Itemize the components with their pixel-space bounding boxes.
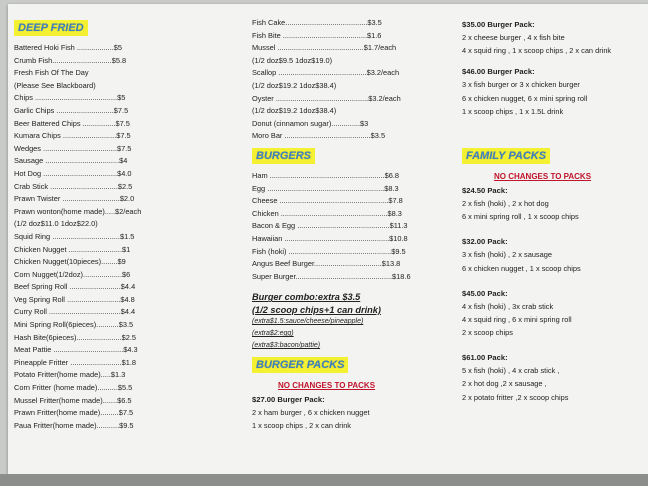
pack-line: 2 x potato fritter ,2 x scoop chips bbox=[462, 392, 569, 402]
combo-extra-sauce: (extra$1.5:sauce/cheese/pineapple) bbox=[252, 318, 364, 326]
menu-item: Kumara Chips ..........................$7.5 bbox=[14, 131, 131, 141]
menu-item: Crab Stick .................................$2.5 bbox=[14, 181, 133, 191]
menu-item: Pineapple Fritter .........................$1.8 bbox=[14, 357, 136, 367]
menu-item: (1/2 doz$19.2 1doz$38.4) bbox=[252, 80, 337, 90]
menu-item: Mussel Fritter(home made).......$6.5 bbox=[14, 395, 132, 405]
menu-item: Battered Hoki Fish ..................$5 bbox=[14, 43, 123, 52]
menu-item: Egg .........................................................$8.3 bbox=[252, 183, 399, 193]
pack-title: $27.00 Burger Pack: bbox=[252, 395, 325, 405]
pack-line: 6 x chicken nugget , 1 x scoop chips bbox=[462, 263, 581, 273]
menu-item: Cheese .....................................................$7.8 bbox=[252, 196, 403, 206]
menu-item: Chicken ....................................................$8.3 bbox=[252, 208, 402, 218]
right-column bbox=[462, 18, 642, 404]
burger-packs-notice: NO CHANGES TO PACKS bbox=[278, 381, 376, 391]
menu-item: (Please See Blackboard) bbox=[14, 80, 96, 90]
pack-line: 5 x fish (hoki) , 4 x crab stick , bbox=[462, 366, 560, 376]
menu-item: Oyster .............................................$3.2/each bbox=[252, 93, 401, 103]
menu-item: (1/2 doz$11.0 1doz$22.0) bbox=[14, 219, 98, 229]
menu-item: Moro Bar ..........................................$3.5 bbox=[252, 131, 386, 141]
combo-extra-egg: (extra$2:egg) bbox=[252, 330, 294, 338]
menu-item: Donut (cinnamon sugar)..............$3 bbox=[252, 118, 369, 128]
menu-item: Corn Nugget(1/2doz)...................$6 bbox=[14, 269, 131, 279]
menu-item: Fish (hoki) ..................................................$9.5 bbox=[252, 246, 406, 256]
pack-line: 6 x mini spring roll , 1 x scoop chips bbox=[462, 212, 579, 222]
deep-fried-heading: DEEP FRIED bbox=[14, 20, 88, 36]
menu-item: Prawn Twister ............................$2.0 bbox=[14, 194, 135, 204]
family-packs-notice: NO CHANGES TO PACKS bbox=[494, 171, 592, 181]
combo-extra-bacon: (extra$3:bacon/pattie) bbox=[252, 342, 321, 350]
pack-title: $24.50 Pack: bbox=[462, 185, 508, 195]
menu-item: Veg Spring Roll ..........................$4.8 bbox=[14, 294, 135, 304]
burgers-list bbox=[252, 170, 452, 283]
menu-item: Chicken Nugget(10pieces)........$9 bbox=[14, 257, 126, 267]
menu-item: Garlic Chips ............................$7.5 bbox=[14, 105, 129, 115]
menu-item: Fish Bite .........................................$1.6 bbox=[252, 30, 382, 40]
pack-title: $32.00 Pack: bbox=[462, 237, 508, 247]
menu-item: Bacon & Egg .............................................$11.3 bbox=[252, 221, 408, 231]
pack-line: 3 x fish (hoki) , 2 x sausage bbox=[462, 250, 552, 260]
menu-item: Hash Bite(6pieces)......................$2.5 bbox=[14, 332, 136, 342]
middle-column bbox=[252, 17, 452, 432]
menu-item: Fresh Fish Of The Day bbox=[14, 68, 89, 78]
deep-fried-column bbox=[14, 20, 162, 432]
burgers-heading: BURGERS bbox=[252, 148, 315, 164]
pack-line: 6 x chicken nugget, 6 x mini spring roll bbox=[462, 93, 588, 103]
menu-item: Beer Battered Chips ................$7.5 bbox=[14, 118, 130, 128]
pack-title: $61.00 Pack: bbox=[462, 353, 508, 363]
menu-item: Potato Fritter(home made).....$1.3 bbox=[14, 370, 126, 380]
menu-item: Super Burger...............................................$18.6 bbox=[252, 271, 411, 281]
menu-item: Scallop ...........................................$3.2/each bbox=[252, 68, 400, 78]
menu-item: Wedges ....................................$7.5 bbox=[14, 143, 132, 153]
menu-item: Hot Dog ....................................$4.0 bbox=[14, 168, 132, 178]
menu-item: Angus Beef Burger.................................$13.8 bbox=[252, 259, 401, 269]
burger-packs-heading: BURGER PACKS bbox=[252, 357, 348, 373]
menu-item: Chicken Nugget ..........................$1 bbox=[14, 244, 131, 254]
family-packs-heading: FAMILY PACKS bbox=[462, 148, 550, 164]
family-packs-list bbox=[462, 184, 642, 404]
pack-line: 2 x fish (hoki) , 2 x hot dog bbox=[462, 198, 549, 208]
menu-item: (1/2 doz$9.5 1doz$19.0) bbox=[252, 55, 333, 65]
pack-line: 4 x squid ring , 6 x mini spring roll bbox=[462, 314, 572, 324]
pack-line: 3 x fish burger or 3 x chicken burger bbox=[462, 80, 580, 90]
menu-item: Meat Pattie ..................................$4.3 bbox=[14, 345, 138, 355]
menu-item: Mini Spring Roll(6pieces)...........$3.5 bbox=[14, 320, 134, 330]
menu-item: Sausage ....................................$4 bbox=[14, 156, 128, 166]
menu-item: Squid Ring .................................$1.5 bbox=[14, 231, 135, 241]
pack-line: 1 x scoop chips , 1 x 1.5L drink bbox=[462, 106, 564, 116]
menu-item: Prawn wonton(home made).....$2/each bbox=[14, 206, 142, 216]
pack-line: 4 x squid ring , 1 x scoop chips , 2 x can drink bbox=[462, 46, 612, 56]
burger-combo-subtitle: (1/2 scoop chips+1 can drink) bbox=[252, 304, 381, 315]
menu-item: Ham ........................................................$6.8 bbox=[252, 170, 400, 180]
pack-title: $46.00 Burger Pack: bbox=[462, 67, 535, 77]
pack-line: 2 x cheese burger , 4 x fish bite bbox=[462, 33, 565, 42]
menu-item: (1/2 doz$19.2 1doz$38.4) bbox=[252, 106, 337, 116]
menu-item: Chips ........................................$5 bbox=[14, 93, 126, 103]
misc-items-list bbox=[252, 17, 452, 143]
pack-title: $45.00 Pack: bbox=[462, 288, 508, 298]
menu-item: Curry Roll ...................................$4.4 bbox=[14, 307, 136, 317]
table-surface bbox=[0, 474, 648, 486]
deep-fried-list bbox=[14, 42, 162, 432]
menu-item: Crumb Fish.............................$5.8 bbox=[14, 55, 127, 65]
menu-item: Paua Fritter(home made)...........$9.5 bbox=[14, 420, 134, 430]
pack-line: 2 x ham burger , 6 x chicken nugget bbox=[252, 408, 370, 418]
pack-line: 2 x hot dog ,2 x sausage , bbox=[462, 379, 547, 389]
menu-item: Corn Fritter (home made)..........$5.5 bbox=[14, 383, 133, 393]
menu-item: Fish Cake........................................$3.5 bbox=[252, 18, 382, 27]
menu-item: Hawaiian ...................................................$10.8 bbox=[252, 233, 408, 243]
menu-item: Beef Spring Roll .........................$4.4 bbox=[14, 282, 136, 292]
pack-line: 4 x fish (hoki) , 3x crab stick bbox=[462, 301, 554, 311]
menu-item: Prawn Fritter(home made).........$7.5 bbox=[14, 408, 134, 418]
pack-title: $35.00 Burger Pack: bbox=[462, 20, 535, 29]
pack-line: 2 x scoop chips bbox=[462, 328, 513, 338]
burger-combo-title: Burger combo:extra $3.5 bbox=[252, 292, 361, 303]
pack-line: 1 x scoop chips , 2 x can drink bbox=[252, 421, 352, 431]
menu-item: Mussel ..........................................$1.7/each bbox=[252, 43, 397, 53]
